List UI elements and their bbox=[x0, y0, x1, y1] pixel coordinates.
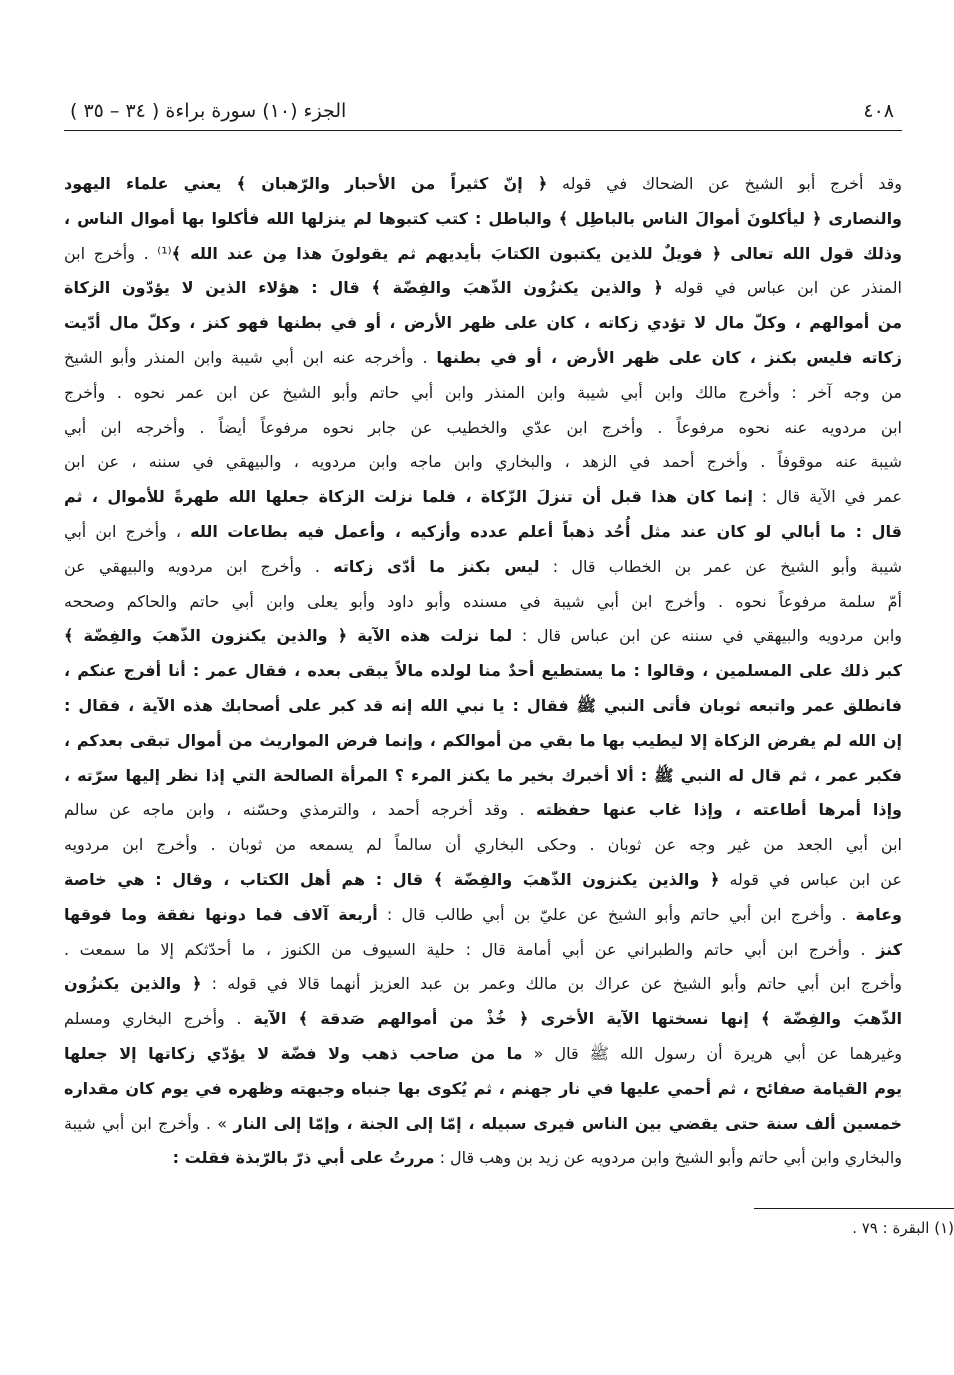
quoted-text: ﴿ والذين يكنزُون bbox=[64, 974, 202, 994]
narration-text: . وأخرج البخاري ومسلم bbox=[64, 1009, 254, 1029]
book-page bbox=[64, 96, 902, 1176]
text-line bbox=[64, 619, 902, 654]
text-line bbox=[64, 1002, 902, 1037]
quoted-text: وذلك قول الله تعالى ﴿ فويلٌ للذين يكتبون الكتابَ بأيديهم ثم يقولونَ هذا مِن عند الله ﴾ bbox=[171, 243, 902, 263]
quoted-text: كبر ذلك على المسلمين ، وقالوا : ما يستطيع أحدٌ منا لولده مالاً يبقى بعده ، فقال عمر : أنا أفرج عنكم ، bbox=[64, 661, 902, 681]
text-line bbox=[64, 202, 902, 237]
quoted-text: أربعة آلاف فما دونها نفقة وما فوقها bbox=[64, 904, 378, 924]
narration-text: . وقد أخرجه أحمد ، والترمذي وحسّنه ، وابن ماجه عن سالم bbox=[64, 800, 537, 820]
text-line bbox=[64, 1072, 902, 1107]
quoted-text: الذّهبَ والفِضّة ﴾ إنها نسختها الآية الأخرى ﴿ خُذْ من أموالهم صَدقة ﴾ الآية bbox=[253, 1009, 902, 1029]
text-line bbox=[64, 654, 902, 689]
text-line bbox=[64, 793, 902, 828]
quoted-text: فكبر عمر ، ثم قال له النبي ﷺ : ألا أخبرك بخير ما يكنز المرء ؟ المرأة الصالحة التي إذا نظر إليها سرّته ، bbox=[64, 765, 902, 785]
narration-text: وقد أخرج أبو الشيخ عن الضحاك في قوله bbox=[547, 174, 902, 193]
quoted-text: ﴿ والذين يكنزُون الذّهبَ والفِضّة ﴾ قال : هؤلاء الذين لا يؤدّون الزكاة bbox=[64, 278, 663, 298]
quoted-text: يوم القيامة صفائح ، ثم أحمي عليها في نار جهنم ، ثم يُكوى بها جنباه وجبهته وظهره في يوم كان مقداره bbox=[64, 1078, 902, 1098]
footnote-divider bbox=[754, 1208, 954, 1209]
narration-text: من وجه آخر : وأخرج مالك وابن أبي شيبة وابن المنذر وابن أبي حاتم وأبو الشيخ عن ابن عمر نحوه . وأخرج bbox=[64, 382, 902, 402]
text-line bbox=[64, 898, 902, 933]
text-line bbox=[64, 933, 902, 968]
quoted-text: مررتُ على أبي ذرّ بالرّبذة فقلت : bbox=[172, 1148, 435, 1168]
text-line bbox=[64, 1141, 902, 1176]
text-line bbox=[64, 411, 902, 446]
narration-text: . وأخرجه عنه ابن أبي شيبة وابن المنذر وأبو الشيخ bbox=[64, 347, 437, 367]
text-line bbox=[64, 689, 902, 724]
quoted-text: كنز bbox=[876, 939, 902, 959]
text-line bbox=[64, 515, 902, 550]
narration-text: شيبة وأبو الشيخ عن عمر بن الخطاب قال : bbox=[539, 556, 902, 576]
narration-text: وابن مردويه والبيهقي في سننه عن ابن عباس قال : bbox=[512, 626, 902, 646]
quoted-text: خمسين ألف سنة حتى يقضي بين الناس فيرى سبيله ، إمّا إلى الجنة ، وإمّا إلى النار bbox=[233, 1113, 902, 1133]
narration-text: وأخرج ابن أبي حاتم وأبو الشيخ عن عراك بن مالك وعمر بن عبد العزيز أنهما قالا في قوله : bbox=[201, 974, 902, 994]
text-line bbox=[64, 1107, 902, 1142]
text-line bbox=[64, 724, 902, 759]
quoted-text: ﴿ إنّ كثيراً من الأحبار والرّهبان ﴾ يعني علماء اليهود bbox=[64, 174, 548, 193]
narration-text: والبخاري وابن أبي حاتم وأبو الشيخ وابن مردويه عن زيد بن وهب قال : bbox=[434, 1148, 902, 1168]
narration-text: ابن أبي الجعد من غير وجه عن ثوبان . وحكى البخاري أن سالماً لم يسمعه من ثوبان . وأخرج ابن مردويه bbox=[64, 835, 902, 855]
page-header bbox=[64, 96, 902, 131]
quoted-text: وعامة bbox=[855, 904, 902, 924]
narration-text: . وأخرج ابن مردويه والبيهقي عن bbox=[64, 556, 334, 576]
text-line bbox=[64, 967, 902, 1002]
text-line bbox=[64, 550, 902, 585]
text-line bbox=[64, 828, 902, 863]
quoted-text: من أموالهم ، وكلّ مال لا تؤدي زكاته ، كان على ظهر الأرض ، أو في بطنها فهو كنز ، وكلّ مال أدّيت bbox=[64, 313, 902, 333]
text-line bbox=[64, 863, 902, 898]
body-text bbox=[64, 167, 902, 1176]
narration-text: شيبة عنه موقوفاً . وأخرج أحمد في الزهد ، والبخاري وابن ماجه وابن مردويه ، والبيهقي في سننه ، عن ابن bbox=[64, 452, 902, 472]
narration-text: عمر في الآية قال : bbox=[752, 487, 902, 507]
quoted-text: ﴿ والذين يكنزون الذّهبَ والفِضّة ﴾ قال : هم أهل الكتاب ، وقال : هي خاصة bbox=[64, 869, 720, 889]
narration-text: . وأخرج ابن أبي حاتم وأبو الشيخ عن عليّ بن أبي طالب قال : bbox=[377, 904, 856, 924]
text-line bbox=[64, 585, 902, 620]
text-line bbox=[64, 759, 902, 794]
text-line bbox=[64, 167, 902, 202]
running-head: الجزء (١٠) سورة براءة ( ٣٤ – ٣٥ ) bbox=[70, 100, 347, 122]
text-line bbox=[64, 1037, 902, 1072]
narration-text: ، وأخرج ابن أبي bbox=[64, 521, 191, 541]
quoted-text: لما نزلت هذه الآية ﴿ والذين يكنزون الذّهبَ والفِضّة ﴾ bbox=[64, 626, 513, 646]
page-number: ٤٠٨ bbox=[863, 100, 894, 122]
narration-text: ابن مردويه عنه نحوه مرفوعاً . وأخرج ابن عدّي والخطيب عن جابر نحوه مرفوعاً أيضاً . وأخرجه ابن أبي bbox=[64, 417, 902, 437]
quoted-text: ما من صاحب ذهب ولا فضّة لا يؤدّي زكاتها إلا جعلها bbox=[64, 1043, 523, 1063]
text-line bbox=[64, 341, 902, 376]
narration-text: عن ابن عباس في قوله bbox=[719, 869, 902, 889]
narration-text: » . وأخرج ابن أبي شيبة bbox=[64, 1113, 234, 1133]
quoted-text: إنما كان هذا قبل أن تنزلَ الزّكاة ، فلما نزلت الزكاة جعلها الله طهرةً للأموال ، ثم bbox=[64, 487, 753, 507]
quoted-text: ليس بكنز ما أدّى زكاته bbox=[333, 556, 540, 576]
text-line bbox=[64, 237, 902, 272]
narration-text: أمّ سلمة مرفوعاً نحوه . وأخرج ابن أبي شيبة في مسنده وأبو داود وأبو يعلى وابن أبي حاتم والحاكم وصححه bbox=[64, 591, 902, 611]
quoted-text: زكاته فليس بكنز ، كان على ظهر الأرض ، أو في بطنها bbox=[436, 347, 902, 367]
quoted-text: فانطلق عمر واتبعه ثوبان فأتى النبي ﷺ فقال : يا نبي الله إنه قد كبر على أصحابك هذه الآية ، فقال : bbox=[64, 695, 902, 715]
text-line bbox=[64, 306, 902, 341]
narration-text: ⁽¹⁾ . وأخرج ابن bbox=[64, 243, 172, 263]
narration-text: وغيرهما عن أبي هريرة أن رسول الله ﷺ قال « bbox=[522, 1043, 902, 1063]
text-line bbox=[64, 271, 902, 306]
quoted-text: وإذا أمرها أطاعته ، وإذا غاب عنها حفظته bbox=[536, 800, 902, 820]
quoted-text: قال : ما أبالي لو كان عند مثل أُحُد ذهباً أعلم عدده وأزكيه ، وأعمل فيه بطاعات الله bbox=[190, 521, 902, 541]
text-line bbox=[64, 480, 902, 515]
narration-text: المنذر عن ابن عباس في قوله bbox=[662, 278, 902, 298]
quoted-text: والنصارى ﴿ ليأكلونَ أموالَ الناس بالباطِل ﴾ والباطل : كتب كتبوها لم ينزلها الله فأكلوا بها أموال الناس ، bbox=[64, 208, 902, 228]
footnote: (١) البقرة : ٧٩ . bbox=[852, 1219, 954, 1237]
quoted-text: إن الله لم يفرض الزكاة إلا ليطيب بها ما بقي من أموالكم ، وإنما فرض المواريث من أموال تبقى بعدكم ، bbox=[64, 730, 902, 750]
text-line bbox=[64, 376, 902, 411]
text-line bbox=[64, 445, 902, 480]
narration-text: . وأخرج ابن أبي حاتم والطبراني عن أبي أمامة قال : حلية السيوف من الكنوز ، ما أحدّثكم إلا ما سمعت . bbox=[64, 939, 877, 959]
